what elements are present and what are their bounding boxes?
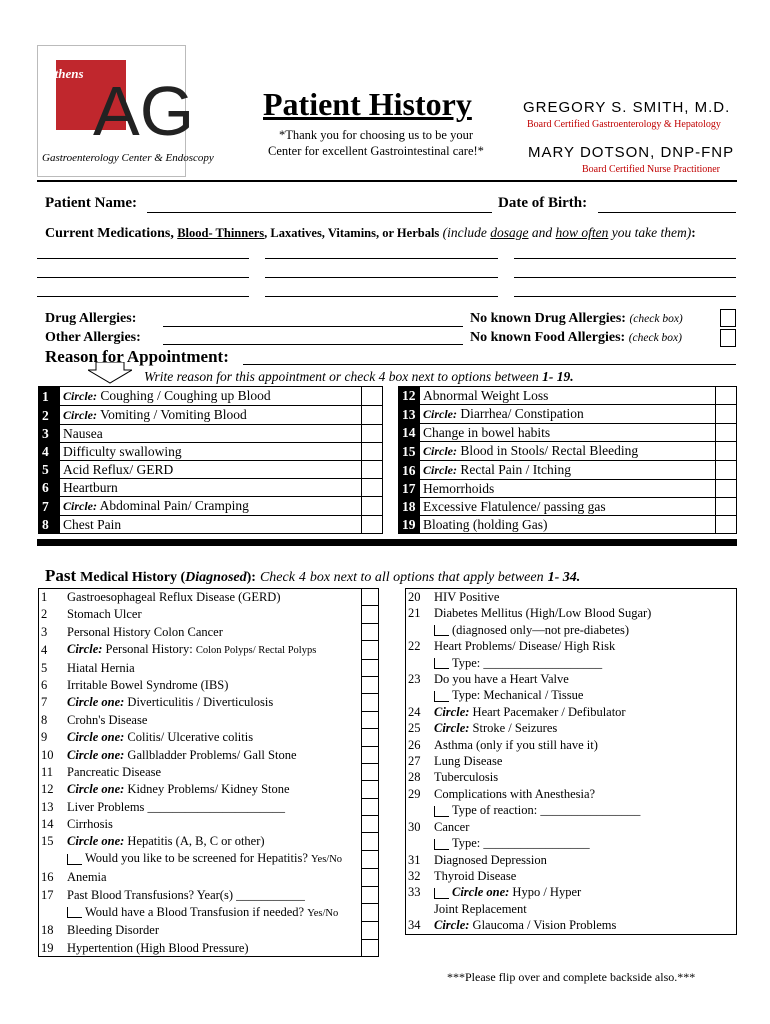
option-label: Do you have a Heart Valve (434, 672, 569, 687)
down-arrow-icon (88, 362, 132, 382)
table-row (39, 659, 379, 676)
option-label: Heart Problems/ Disease/ High Risk (434, 639, 616, 654)
option-number: 19 (41, 940, 54, 955)
option-number: 6 (39, 479, 60, 497)
pmh-options-right (405, 588, 737, 935)
option-number: 20 (408, 590, 421, 604)
other-allergies-label: Other Allergies: (45, 330, 141, 345)
table-row (39, 606, 379, 623)
option-number: 6 (41, 677, 48, 692)
option-number (39, 904, 66, 922)
patient-name-label: Patient Name: (45, 195, 138, 211)
table-row (39, 694, 379, 711)
option-label: Bleeding Disorder (67, 923, 159, 938)
table-row (406, 835, 737, 851)
option-label: Chest Pain (60, 516, 362, 534)
table-row (39, 461, 383, 479)
option-label: Joint Replacement (434, 901, 527, 916)
table-row (399, 480, 737, 498)
table-row (39, 746, 379, 763)
option-label: Circle: Blood in Stools/ Rectal Bleeding (420, 442, 716, 461)
option-label: Type: _________________ (432, 835, 737, 851)
option-label: HIV Positive (434, 590, 500, 604)
table-row (39, 850, 379, 868)
reason-options-right (398, 386, 737, 534)
table-row (399, 424, 737, 442)
option-label: Circle one: Hepatitis (A, B, C or other) (67, 834, 265, 849)
option-number: 14 (41, 817, 54, 832)
option-label: Stomach Ulcer (67, 607, 142, 622)
option-number (39, 850, 66, 868)
option-checkbox[interactable] (716, 461, 737, 480)
pmh-heading: Past Medical History (Diagnosed): Check 4 box next to all options that apply between 1- 34. (45, 566, 581, 585)
section-divider (37, 539, 737, 546)
option-number (406, 687, 433, 703)
table-row (39, 729, 379, 746)
reason-label: Reason for Appointment: (45, 347, 229, 366)
option-number: 12 (399, 387, 420, 405)
table-row (399, 498, 737, 516)
option-label: Type of reaction: ________________ (432, 802, 737, 818)
table-row (39, 641, 379, 659)
option-number (406, 802, 433, 818)
table-row (39, 589, 379, 606)
other-allergies-field[interactable] (163, 344, 463, 345)
option-number: 27 (408, 754, 421, 769)
option-label: Hypertention (High Blood Pressure) (67, 940, 249, 955)
option-label: Complications with Anesthesia? (434, 786, 596, 801)
table-row (39, 443, 383, 461)
option-label: Thyroid Disease (434, 868, 517, 883)
option-label: Abnormal Weight Loss (420, 387, 716, 405)
dob-field[interactable] (598, 212, 736, 213)
table-row (399, 461, 737, 480)
option-label: Type: Mechanical / Tissue (432, 687, 737, 703)
option-checkbox[interactable] (716, 516, 737, 534)
option-label: Crohn's Disease (67, 712, 148, 727)
no-drug-allergies-label: No known Drug Allergies: (check box) (470, 311, 683, 326)
option-number: 24 (408, 704, 421, 719)
medications-label: Current Medications, Blood- Thinners, Laxatives, Vitamins, or Herbals (include dosage and how often you take them): (45, 225, 696, 241)
option-number: 19 (399, 516, 420, 534)
table-row (406, 802, 737, 818)
table-row (39, 833, 379, 850)
option-number: 31 (408, 852, 421, 867)
table-row (406, 737, 737, 753)
option-number: 2 (39, 406, 60, 425)
option-number: 23 (408, 672, 421, 687)
patient-name-field[interactable] (147, 212, 492, 213)
option-checkbox[interactable] (362, 641, 379, 659)
option-number: 3 (39, 425, 60, 443)
option-checkbox[interactable] (362, 676, 379, 693)
option-label: Diabetes Mellitus (High/Low Blood Sugar) (434, 606, 652, 621)
option-number: 10 (41, 747, 54, 762)
drug-allergies-label: Drug Allergies: (45, 311, 137, 326)
option-number: 17 (41, 887, 54, 902)
option-number (406, 622, 433, 638)
no-food-allergies-checkbox[interactable] (720, 329, 736, 347)
option-label: Circle: Diarrhea/ Constipation (420, 405, 716, 424)
option-label: (diagnosed only—not pre-diabetes) (432, 622, 737, 638)
option-number: 11 (41, 764, 54, 779)
table-row (39, 479, 383, 497)
option-checkbox[interactable] (362, 816, 379, 833)
table-row (399, 387, 737, 405)
sub-arrow-icon (434, 658, 449, 669)
option-number: 17 (399, 480, 420, 498)
option-label: Hemorrhoids (420, 480, 716, 498)
option-number: 29 (408, 786, 421, 801)
option-label: Circle: Heart Pacemaker / Defibulator (434, 704, 626, 719)
option-number: 9 (41, 730, 48, 745)
table-row (399, 516, 737, 534)
table-row (39, 816, 379, 833)
logo-letters: AG (93, 72, 195, 150)
option-label: Pancreatic Disease (67, 764, 162, 779)
option-checkbox[interactable] (362, 746, 379, 763)
option-number: 32 (408, 868, 421, 883)
doctor-1-cert: Board Certified Gastroenterology & Hepatology (527, 119, 721, 130)
footer-note: ***Please flip over and complete backside also.*** (447, 970, 696, 984)
option-checkbox[interactable] (716, 387, 737, 405)
option-number: 4 (39, 443, 60, 461)
drug-allergies-field[interactable] (163, 326, 463, 327)
med-line[interactable] (37, 296, 249, 297)
option-checkbox[interactable] (362, 589, 379, 606)
med-line[interactable] (265, 277, 498, 278)
dob-label: Date of Birth: (498, 195, 588, 211)
option-number: 26 (408, 737, 421, 752)
option-label: Acid Reflux/ GERD (60, 461, 362, 479)
option-label: Diagnosed Depression (434, 852, 547, 867)
table-row (39, 798, 379, 815)
option-label: Difficulty swallowing (60, 443, 362, 461)
table-row (39, 497, 383, 516)
option-label: Tuberculosis (434, 770, 499, 785)
sub-arrow-icon (434, 839, 449, 850)
option-checkbox[interactable] (716, 480, 737, 498)
table-row (39, 516, 383, 534)
option-label: Circle one: Kidney Problems/ Kidney Stone (67, 782, 290, 797)
sub-arrow-icon (434, 625, 449, 636)
option-number: 16 (399, 461, 420, 480)
option-label: Circle: Vomiting / Vomiting Blood (60, 406, 362, 425)
option-label: Cancer (434, 819, 470, 834)
sub-arrow-icon (67, 907, 82, 918)
table-row (39, 711, 379, 728)
table-row (39, 623, 379, 640)
option-label: Lung Disease (434, 754, 503, 769)
option-number: 34 (408, 918, 421, 933)
option-label: Circle: Glaucoma / Vision Problems (434, 918, 617, 933)
option-label: Circle: Stroke / Seizures (434, 721, 558, 736)
option-number: 25 (408, 721, 421, 736)
option-label: Hiatal Hernia (67, 660, 135, 675)
option-label: Personal History Colon Cancer (67, 624, 223, 639)
sub-arrow-icon (434, 888, 449, 899)
option-number: 7 (39, 497, 60, 516)
sub-arrow-icon (434, 806, 449, 817)
med-line[interactable] (265, 296, 498, 297)
option-checkbox[interactable] (716, 405, 737, 424)
option-checkbox[interactable] (362, 497, 383, 516)
option-number: 14 (399, 424, 420, 442)
table-row (406, 687, 737, 703)
option-label: Circle one: Gallbladder Problems/ Gall Stone (67, 747, 297, 762)
option-label: Cirrhosis (67, 817, 113, 832)
table-row (406, 589, 737, 606)
option-number: 5 (41, 660, 48, 675)
option-number (406, 901, 433, 917)
option-number: 30 (408, 819, 421, 834)
med-line[interactable] (514, 277, 736, 278)
option-checkbox[interactable] (362, 781, 379, 798)
option-checkbox[interactable] (362, 516, 383, 534)
no-drug-allergies-checkbox[interactable] (720, 309, 736, 327)
option-label: Change in bowel habits (420, 424, 716, 442)
option-checkbox[interactable] (362, 850, 379, 868)
med-line[interactable] (37, 258, 249, 259)
reason-options-left (38, 386, 383, 534)
option-number: 12 (41, 782, 54, 797)
option-label: Circle: Rectal Pain / Itching (420, 461, 716, 480)
table-row (406, 852, 737, 868)
option-checkbox[interactable] (362, 886, 379, 903)
no-food-allergies-label: No known Food Allergies: (check box) (470, 330, 682, 345)
table-row (406, 884, 737, 900)
table-row (399, 442, 737, 461)
table-row (39, 387, 383, 406)
option-checkbox[interactable] (362, 833, 379, 850)
table-row (39, 406, 383, 425)
option-checkbox[interactable] (362, 939, 379, 956)
table-row (406, 671, 737, 687)
header-divider (37, 180, 737, 182)
option-checkbox[interactable] (716, 424, 737, 442)
table-row (406, 720, 737, 736)
table-row (406, 769, 737, 785)
option-number: 22 (408, 639, 421, 654)
option-checkbox[interactable] (362, 729, 379, 746)
table-row (39, 904, 379, 922)
option-label: Heartburn (60, 479, 362, 497)
table-row (39, 939, 379, 956)
option-number: 28 (408, 770, 421, 785)
option-checkbox[interactable] (362, 869, 379, 886)
option-label: Would have a Blood Transfusion if needed? Yes/No (65, 904, 362, 922)
option-checkbox[interactable] (362, 623, 379, 640)
table-row (39, 425, 383, 443)
table-row (406, 605, 737, 621)
option-number: 7 (41, 695, 48, 710)
option-label: Type: ___________________ (432, 655, 737, 671)
option-label: Circle one: Colitis/ Ulcerative colitis (67, 730, 254, 745)
pmh-options-left (38, 588, 379, 957)
option-number: 5 (39, 461, 60, 479)
option-checkbox[interactable] (362, 659, 379, 676)
option-label: Bloating (holding Gas) (420, 516, 716, 534)
med-line[interactable] (514, 258, 736, 259)
option-label: Circle one: Hypo / Hyper (432, 884, 737, 900)
option-number: 13 (399, 405, 420, 424)
table-row (406, 819, 737, 835)
table-row (406, 655, 737, 671)
table-row (39, 676, 379, 693)
option-number: 2 (41, 607, 48, 622)
option-number (406, 835, 433, 851)
med-line[interactable] (37, 277, 249, 278)
option-number: 33 (408, 885, 421, 900)
option-label: Circle: Abdominal Pain/ Cramping (60, 497, 362, 516)
med-line[interactable] (265, 258, 498, 259)
option-number: 4 (41, 642, 48, 657)
option-checkbox[interactable] (362, 479, 383, 497)
option-label: Would you like to be screened for Hepatitis? Yes/No (65, 850, 362, 868)
option-checkbox[interactable] (362, 922, 379, 939)
table-row (39, 869, 379, 886)
option-label: Asthma (only if you still have it) (434, 737, 598, 752)
table-row (406, 622, 737, 638)
table-row (399, 405, 737, 424)
option-number: 15 (41, 834, 54, 849)
doctor-2-cert: Board Certified Nurse Practitioner (582, 164, 721, 175)
table-row (406, 638, 737, 654)
option-checkbox[interactable] (362, 387, 383, 406)
checkbox-glyph-icon: 4 (378, 369, 386, 384)
option-checkbox[interactable] (716, 442, 737, 461)
option-number: 18 (41, 923, 54, 938)
logo-script-text: Athens (46, 66, 84, 81)
sub-arrow-icon (434, 691, 449, 702)
option-label: Anemia (67, 870, 107, 885)
page-title: Patient History (263, 86, 472, 122)
thank-you-note: *Thank you for choosing us to be your Center for excellent Gastrointestinal care!* (268, 128, 484, 158)
doctor-2-name: MARY DOTSON, DNP-FNP (528, 144, 735, 161)
option-checkbox[interactable] (362, 443, 383, 461)
option-label: Circle: Coughing / Coughing up Blood (60, 387, 362, 406)
option-number: 3 (41, 624, 48, 639)
logo-subtitle: Gastroenterology Center & Endoscopy (42, 152, 214, 164)
option-number: 16 (41, 870, 54, 885)
table-row (406, 901, 737, 917)
option-checkbox[interactable] (362, 461, 383, 479)
table-row (406, 753, 737, 769)
med-line[interactable] (514, 296, 736, 297)
option-label: Excessive Flatulence/ passing gas (420, 498, 716, 516)
option-checkbox[interactable] (362, 798, 379, 815)
option-label: Circle: Personal History: Colon Polyps/ Rectal Polyps (67, 641, 317, 656)
option-number: 21 (408, 606, 421, 621)
table-row (39, 922, 379, 939)
option-number: 18 (399, 498, 420, 516)
table-row (406, 868, 737, 884)
option-number: 13 (41, 799, 54, 814)
option-label: Irritable Bowel Syndrome (IBS) (67, 677, 229, 692)
table-row (39, 886, 379, 903)
option-checkbox[interactable] (362, 904, 379, 922)
doctor-1-name: GREGORY S. SMITH, M.D. (523, 99, 731, 116)
option-label: Gastroesophageal Reflux Disease (GERD) (67, 590, 281, 605)
option-checkbox[interactable] (362, 425, 383, 443)
option-checkbox[interactable] (362, 711, 379, 728)
table-row (406, 704, 737, 720)
table-row (39, 763, 379, 780)
reason-field[interactable] (243, 364, 736, 365)
reason-instruction: Write reason for this appointment or check 4 box next to options between 1- 19. (144, 369, 574, 384)
option-checkbox[interactable] (362, 406, 383, 425)
option-number (406, 655, 433, 671)
option-checkbox[interactable] (362, 763, 379, 780)
clinic-logo (37, 45, 214, 177)
option-label: Past Blood Transfusions? Year(s) ___________ (67, 887, 305, 902)
table-row (39, 781, 379, 798)
table-row (406, 917, 737, 934)
option-number: 1 (39, 387, 60, 406)
option-number: 8 (41, 712, 48, 727)
option-label: Nausea (60, 425, 362, 443)
option-checkbox[interactable] (716, 498, 737, 516)
sub-arrow-icon (67, 854, 82, 865)
option-label: Circle one: Diverticulitis / Diverticulosis (67, 695, 274, 710)
option-number: 8 (39, 516, 60, 534)
option-checkbox[interactable] (362, 694, 379, 711)
option-label: Liver Problems ______________________ (67, 799, 286, 814)
table-row (406, 786, 737, 802)
option-checkbox[interactable] (362, 606, 379, 623)
option-number: 1 (41, 590, 48, 605)
option-number: 15 (399, 442, 420, 461)
